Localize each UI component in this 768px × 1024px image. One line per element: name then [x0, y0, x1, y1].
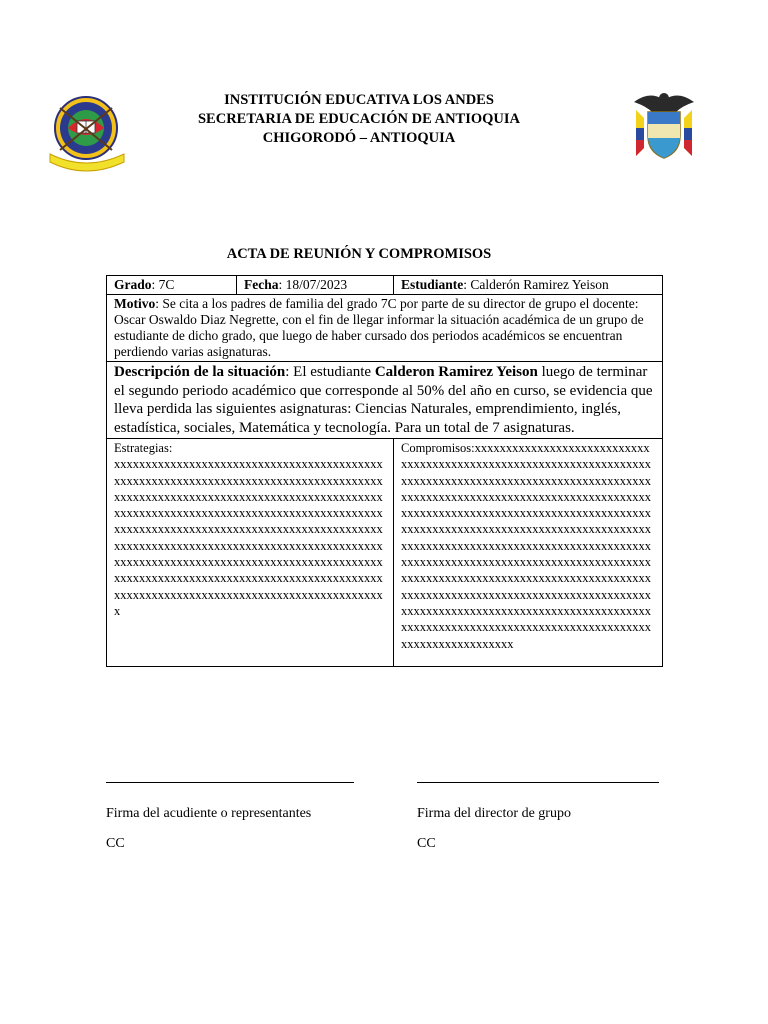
municipality: CHIGORODÓ – ANTIOQUIA: [262, 130, 456, 146]
school-logo: [46, 90, 128, 174]
fecha-cell: Fecha: 18/07/2023: [237, 276, 394, 295]
descripcion-cell: Descripción de la situación: El estudiante Calderon Ramirez Yeison luego de terminar el segundo periodo académico que corresponde al 50% del año en curso, se evidencia que lleva perdida las siguientes asignaturas: Ciencias Naturales, emprendimiento, inglés, estadística, sociales, Matemática y tecnología. Para un total de 7 asignaturas.: [107, 362, 663, 439]
document-header: [160, 91, 558, 148]
guardian-signature-label: Firma del acudiente o representantes: [106, 806, 312, 821]
institution-name: INSTITUCIÓN EDUCATIVA LOS ANDES: [224, 92, 494, 108]
acta-table: [106, 275, 663, 667]
estudiante-cell: Estudiante: Calderón Ramirez Yeison: [394, 276, 663, 295]
estrategias-cell: Estrategias: xxxxxxxxxxxxxxxxxxxxxxxxxxxxxxxxxxxxxxxxxxxxxxxxxxxxxxxxxxxxxxxxxxxxxxxxxxxxxxxxxxxxxxxxxxxxxxxxxxxxxxxxxxxxxxxxxxxxxxxxxxxxxxxxxxxxxxxxxxxxxxxxxxxxxxxxxxxxxxxxxxxxxxxxxxxxxxxxxxxxxxxxxxxxxxxxxxxxxxxxxxxxxxxxxxxxxxxxxxxxxxxxxxxxxxxxxxxxxxxxxxxxxxxxxxxxxxxxxxxxxxxxxxxxxxxxxxxxxxxxxxxxxxxxxxxxxxxxxxxxxxxxxxxxxxxxxxxxxxxxxxxxxxxxxxxxxxxxxxxxxxxxxxxxxxxxxxxxxxxxxxxxxxxxxxxxxxxxxxxxxxxxxxxx: [107, 439, 394, 667]
director-signature-line: [417, 782, 659, 783]
guardian-signature-line: [106, 782, 354, 783]
guardian-cc: CC: [106, 836, 125, 851]
secretariat-name: SECRETARIA DE EDUCACIÓN DE ANTIOQUIA: [197, 111, 520, 127]
motivo-cell: Motivo: Se cita a los padres de familia del grado 7C por parte de su director de grupo el docente: Oscar Oswaldo Diaz Negrette, con el fin de llegar informar la situación académica de un grupo de estudiante de dicho grado, que luego de haber cursado dos periodos académicos se encuentran perdiendo varias asignaturas.: [107, 295, 663, 362]
colombia-coat-of-arms: [626, 88, 702, 168]
director-signature-label: Firma del director de grupo: [417, 806, 571, 821]
document-title: ACTA DE REUNIÓN Y COMPROMISOS: [226, 246, 492, 262]
grado-cell: Grado: 7C: [107, 276, 237, 295]
compromisos-cell: Compromisos:xxxxxxxxxxxxxxxxxxxxxxxxxxxxxxxxxxxxxxxxxxxxxxxxxxxxxxxxxxxxxxxxxxxxxxxxxxxxxxxxxxxxxxxxxxxxxxxxxxxxxxxxxxxxxxxxxxxxxxxxxxxxxxxxxxxxxxxxxxxxxxxxxxxxxxxxxxxxxxxxxxxxxxxxxxxxxxxxxxxxxxxxxxxxxxxxxxxxxxxxxxxxxxxxxxxxxxxxxxxxxxxxxxxxxxxxxxxxxxxxxxxxxxxxxxxxxxxxxxxxxxxxxxxxxxxxxxxxxxxxxxxxxxxxxxxxxxxxxxxxxxxxxxxxxxxxxxxxxxxxxxxxxxxxxxxxxxxxxxxxxxxxxxxxxxxxxxxxxxxxxxxxxxxxxxxxxxxxxxxxxxxxxxxxxxxxxxxxxxxxxxxxxxxxxxxxxxxxxxxxxxxxxxxxxxxxxxxxxxxxxxxxxxxxxxxxxxxxxxxxxxxxxxxxxxxxxxxxxxxxxxxxxx: [394, 439, 663, 667]
director-cc: CC: [417, 836, 436, 851]
